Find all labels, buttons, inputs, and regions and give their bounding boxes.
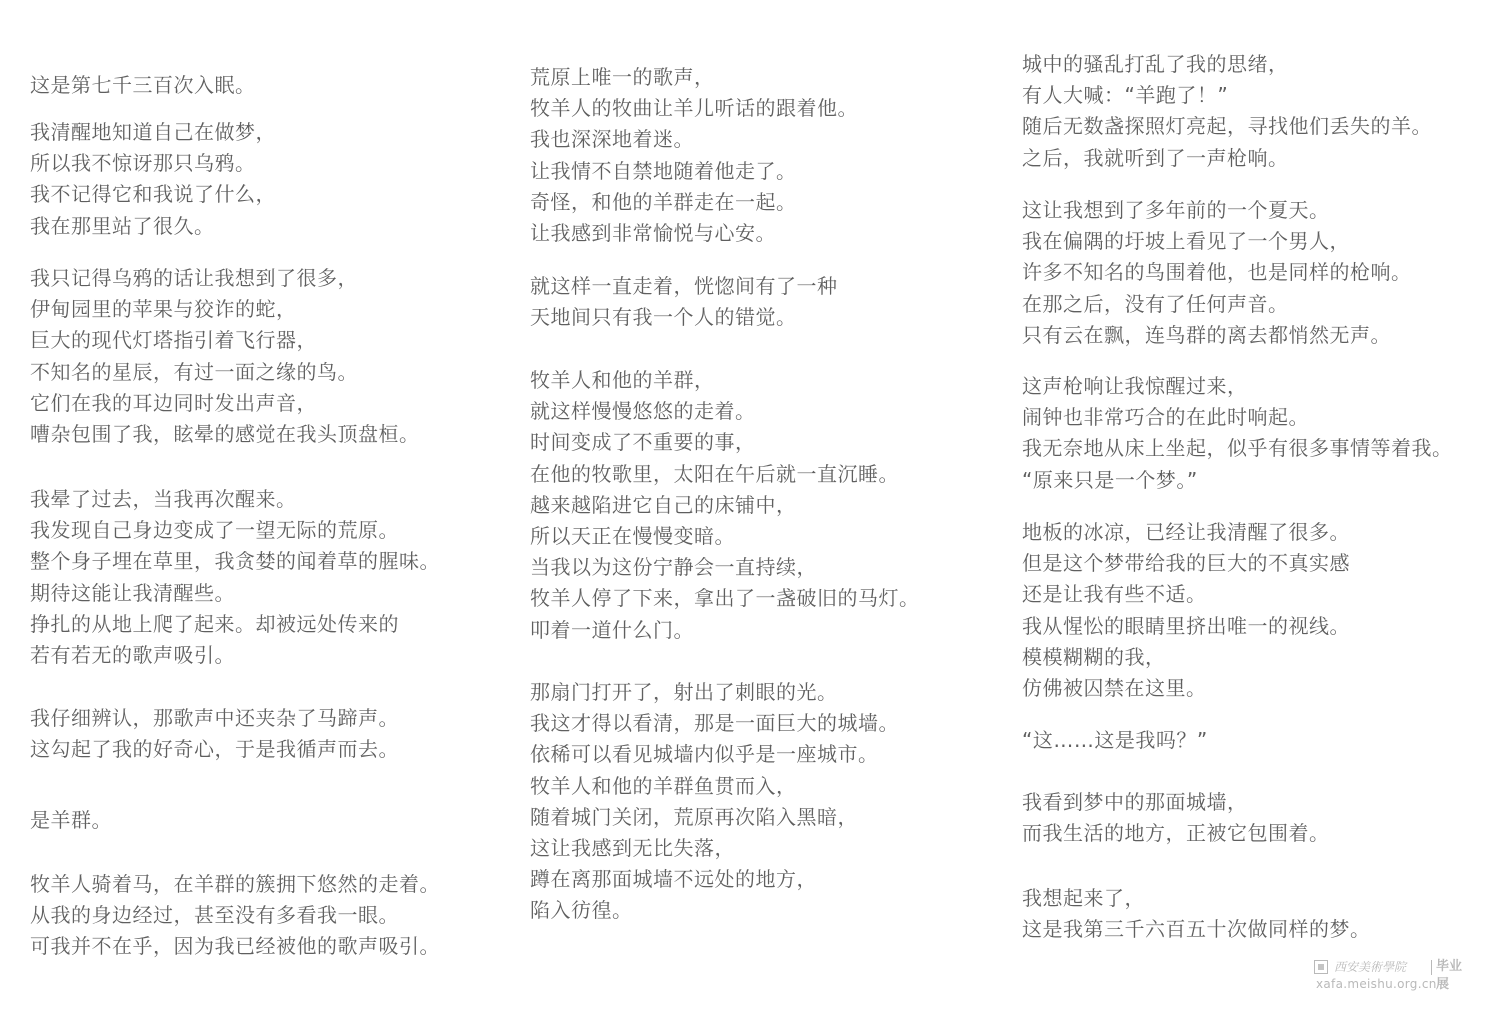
poem-line: 我晕了过去，当我再次醒来。 <box>30 487 297 511</box>
poem-line: 所以我不惊讶那只乌鸦。 <box>30 151 256 176</box>
poem-line: 时间变成了不重要的事， <box>530 430 756 455</box>
poem-line: 这勾起了我的好奇心，于是我循声而去。 <box>30 737 399 762</box>
poem-line: 这是我第三千六百五十次做同样的梦。 <box>1022 917 1371 942</box>
poem-line: 我看到梦中的那面城墙， <box>1022 790 1248 814</box>
poem-line: 我想起来了， <box>1022 886 1145 910</box>
poem-stanza <box>530 677 899 927</box>
poem-line: 越来越陷进它自己的床铺中， <box>530 492 797 517</box>
poem-line: 当我以为这份宁静会一直持续， <box>530 555 817 580</box>
poem-line: 但是这个梦带给我的巨大的不真实感 <box>1022 551 1350 576</box>
watermark-tag: 毕业展 <box>1436 959 1463 992</box>
poem-stanza <box>1022 517 1350 704</box>
poem-line: 在那之后，没有了任何声音。 <box>1022 291 1289 316</box>
poem-line: 我清醒地知道自己在做梦， <box>30 120 276 144</box>
poem-line: 我在那里站了很久。 <box>30 213 215 238</box>
poem-stanza <box>530 62 858 249</box>
poem-stanza <box>1022 725 1208 756</box>
poem-line: 牧羊人的牧曲让羊儿听话的跟着他。 <box>530 96 858 121</box>
poem-line: 仿佛被囚禁在这里。 <box>1022 675 1207 700</box>
poem-line: 之后，我就听到了一声枪响。 <box>1022 145 1289 170</box>
school-logo-icon <box>1314 960 1328 974</box>
poem-stanza <box>530 271 838 333</box>
poem-line: 荒原上唯一的歌声， <box>530 65 715 89</box>
poem-line: 我只记得乌鸦的话让我想到了很多， <box>30 266 358 290</box>
poem-line: 还是让我有些不适。 <box>1022 582 1207 607</box>
poem-line: 伊甸园里的苹果与狡诈的蛇， <box>30 297 297 322</box>
poem-line: 我仔细辨认，那歌声中还夹杂了马蹄声。 <box>30 706 399 730</box>
poem-stanza <box>30 484 440 671</box>
watermark <box>1314 958 1474 992</box>
poem-line: “原来只是一个梦。” <box>1022 467 1198 492</box>
poem-line: 那扇门打开了，射出了刺眼的光。 <box>530 680 838 704</box>
poem-line: 随着城门关闭，荒原再次陷入黑暗， <box>530 804 858 829</box>
poem-line: 叩着一道什么门。 <box>530 617 694 642</box>
poem-line: 巨大的现代灯塔指引着飞行器， <box>30 328 317 353</box>
poem-line: 可我并不在乎，因为我已经被他的歌声吸引。 <box>30 934 440 959</box>
poem-stanza <box>1022 195 1412 351</box>
poem-line: 这声枪响让我惊醒过来， <box>1022 374 1248 398</box>
poem-line: 挣扎的从地上爬了起来。却被远处传来的 <box>30 611 399 636</box>
poem-line: 我也深深地着迷。 <box>530 127 694 152</box>
poem-line: 是羊群。 <box>30 808 112 832</box>
watermark-school-name: 西安美術學院 <box>1334 960 1407 974</box>
poem-line: 城中的骚乱打乱了我的思绪， <box>1022 52 1289 76</box>
poem-stanza <box>1022 883 1371 945</box>
poem-stanza <box>30 869 440 963</box>
poem-line: 模模糊糊的我， <box>1022 644 1166 669</box>
poem-stanza <box>30 703 399 765</box>
poem-stanza <box>1022 371 1453 496</box>
poem-stanza <box>1022 787 1330 849</box>
poem-line: 我不记得它和我说了什么， <box>30 182 276 207</box>
poem-line: 牧羊人骑着马，在羊群的簇拥下悠然的走着。 <box>30 872 440 896</box>
poem-line: 不知名的星辰，有过一面之缘的鸟。 <box>30 359 358 384</box>
poem-line: 闹钟也非常巧合的在此时响起。 <box>1022 405 1309 430</box>
poem-line: 我这才得以看清，那是一面巨大的城墙。 <box>530 711 899 736</box>
poem-line: 所以天正在慢慢变暗。 <box>530 523 735 548</box>
poem-line: 期待这能让我清醒些。 <box>30 580 235 605</box>
poem-line: 整个身子埋在草里，我贪婪的闻着草的腥味。 <box>30 549 440 574</box>
poem-stanza <box>30 805 112 836</box>
poem-line: 牧羊人和他的羊群， <box>530 368 715 392</box>
poem-stanza <box>30 70 256 101</box>
poem-line: 有人大喊：“羊跑了！” <box>1022 83 1229 108</box>
poem-line: 若有若无的歌声吸引。 <box>30 642 235 667</box>
poem-line: 这让我感到无比失落， <box>530 835 735 860</box>
poem-line: 只有云在飘，连鸟群的离去都悄然无声。 <box>1022 322 1391 347</box>
poem-stanza <box>1022 49 1432 174</box>
poem-line: 就这样一直走着，恍惚间有了一种 <box>530 274 838 298</box>
poem-stanza <box>530 365 920 646</box>
poem-line: 蹲在离那面城墙不远处的地方， <box>530 867 817 892</box>
poem-line: 我从惺忪的眼睛里挤出唯一的视线。 <box>1022 613 1350 638</box>
poem-line: 奇怪，和他的羊群走在一起。 <box>530 189 797 214</box>
poem-line: 在他的牧歌里，太阳在午后就一直沉睡。 <box>530 461 899 486</box>
poem-line: 让我情不自禁地随着他走了。 <box>530 158 797 183</box>
poem-line: 这让我想到了多年前的一个夏天。 <box>1022 198 1330 222</box>
watermark-divider <box>1431 960 1432 975</box>
poem-line: 随后无数盏探照灯亮起，寻找他们丢失的羊。 <box>1022 114 1432 139</box>
poem-line: 它们在我的耳边同时发出声音， <box>30 390 317 415</box>
poem-line: 牧羊人停了下来，拿出了一盏破旧的马灯。 <box>530 586 920 611</box>
poem-line: 嘈杂包围了我，眩晕的感觉在我头顶盘桓。 <box>30 421 420 446</box>
poem-line: 牧羊人和他的羊群鱼贯而入， <box>530 773 797 798</box>
poem-line: 天地间只有我一个人的错觉。 <box>530 305 797 330</box>
watermark-url: xafa.meishu.org.cn <box>1316 977 1437 991</box>
poem-line: 许多不知名的鸟围着他，也是同样的枪响。 <box>1022 260 1412 285</box>
poem-line: “这……这是我吗？” <box>1022 728 1208 752</box>
poem-stanza <box>30 263 420 450</box>
poem-line: 陷入彷徨。 <box>530 898 633 923</box>
poem-line: 我无奈地从床上坐起，似乎有很多事情等着我。 <box>1022 436 1453 461</box>
poem-stanza <box>30 117 276 242</box>
poem-line: 这是第七千三百次入眠。 <box>30 73 256 97</box>
poem-line: 我在偏隅的圩坡上看见了一个男人， <box>1022 229 1350 254</box>
poem-line: 我发现自己身边变成了一望无际的荒原。 <box>30 518 399 543</box>
poem-line: 依稀可以看见城墙内似乎是一座城市。 <box>530 742 879 767</box>
poem-line: 就这样慢慢悠悠的走着。 <box>530 399 756 424</box>
poem-line: 地板的冰凉，已经让我清醒了很多。 <box>1022 520 1350 544</box>
poem-line: 而我生活的地方，正被它包围着。 <box>1022 821 1330 846</box>
poem-line: 从我的身边经过，甚至没有多看我一眼。 <box>30 903 399 928</box>
poem-line: 让我感到非常愉悦与心安。 <box>530 220 776 245</box>
